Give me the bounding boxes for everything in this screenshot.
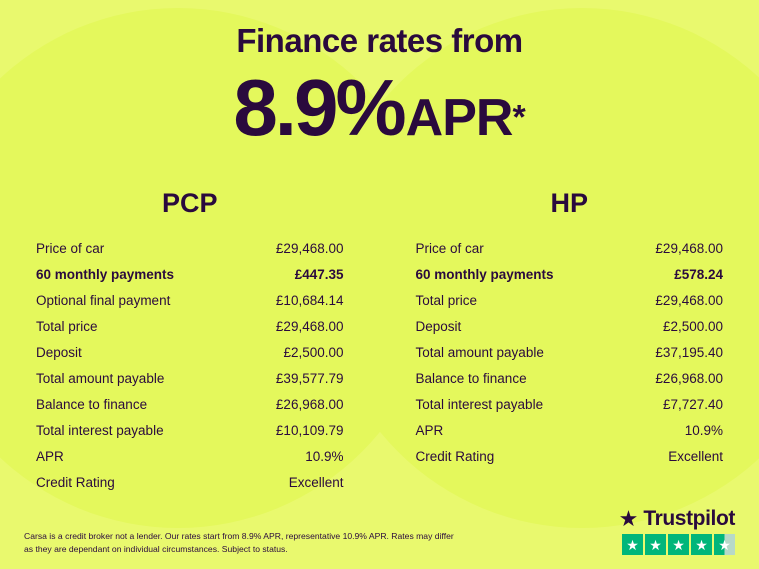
table-row xyxy=(36,235,344,261)
row-label: Total amount payable xyxy=(415,344,544,360)
finance-comparison-columns xyxy=(0,188,759,495)
star-icon: ★ xyxy=(645,534,666,555)
row-value: £37,195.40 xyxy=(655,344,723,360)
row-label: Balance to finance xyxy=(36,396,148,412)
table-row xyxy=(416,313,724,339)
row-value: £26,968.00 xyxy=(275,396,344,412)
table-row xyxy=(36,313,344,339)
table-row xyxy=(416,391,724,417)
finance-column-pcp xyxy=(0,188,380,495)
trustpilot-stars xyxy=(619,534,735,555)
row-value: £39,577.79 xyxy=(275,370,344,386)
table-row xyxy=(36,469,344,495)
headline-rate xyxy=(0,62,759,154)
row-value: 10.9% xyxy=(305,448,344,464)
table-row xyxy=(36,443,344,469)
star-icon: ★ xyxy=(668,534,689,555)
row-label: Total price xyxy=(415,292,478,308)
trustpilot-rating xyxy=(619,507,735,555)
row-value: £2,500.00 xyxy=(662,318,723,334)
rate-number: 8.9% xyxy=(233,63,404,152)
table-row xyxy=(416,235,724,261)
row-value: Excellent xyxy=(288,474,344,490)
table-row xyxy=(416,261,724,287)
trustpilot-label: Trustpilot xyxy=(643,507,735,530)
table-row xyxy=(36,339,344,365)
column-title-hp: HP xyxy=(550,188,588,218)
row-label: APR xyxy=(415,422,444,438)
page-title: Finance rates from xyxy=(236,22,523,59)
star-icon: ★ xyxy=(622,534,643,555)
row-label: Credit Rating xyxy=(36,474,115,490)
row-value: £2,500.00 xyxy=(283,344,344,360)
table-row xyxy=(36,261,344,287)
rate-suffix: APR xyxy=(405,89,513,147)
table-row xyxy=(36,417,344,443)
row-value: £578.24 xyxy=(674,266,723,282)
row-label: Total interest payable xyxy=(36,422,164,438)
row-value: £29,468.00 xyxy=(655,240,723,256)
rate-asterisk: * xyxy=(512,98,526,137)
row-label: 60 monthly payments xyxy=(36,266,175,282)
row-label: APR xyxy=(36,448,64,464)
row-value: £29,468.00 xyxy=(655,292,723,308)
table-row xyxy=(416,287,724,313)
table-row xyxy=(416,417,724,443)
row-label: Deposit xyxy=(36,344,82,360)
star-icon: ★ xyxy=(691,534,712,555)
row-value: £29,468.00 xyxy=(275,240,344,256)
star-half-icon: ★ xyxy=(714,534,735,555)
table-row xyxy=(416,339,724,365)
star-icon: ★ xyxy=(618,506,639,531)
row-value: Excellent xyxy=(668,448,723,464)
row-value: £7,727.40 xyxy=(662,396,723,412)
row-value: £10,109.79 xyxy=(275,422,344,438)
row-label: Price of car xyxy=(36,240,105,256)
row-label: Total price xyxy=(36,318,98,334)
row-value: £447.35 xyxy=(294,266,344,282)
table-row xyxy=(416,365,724,391)
table-row xyxy=(416,443,724,469)
row-value: £26,968.00 xyxy=(655,370,723,386)
disclaimer-text: Carsa is a credit broker not a lender. Our rates start from 8.9% APR, representative 10.9% APR. Rates may differ as they are dependant on individual circumstances. Subject to status. xyxy=(24,531,454,554)
row-label: Total interest payable xyxy=(415,396,544,412)
row-label: Total amount payable xyxy=(36,370,165,386)
row-value: £29,468.00 xyxy=(275,318,344,334)
table-row xyxy=(36,365,344,391)
finance-column-hp xyxy=(380,188,759,495)
row-label: Deposit xyxy=(415,318,462,334)
trustpilot-logo xyxy=(619,507,735,531)
row-value: £10,684.14 xyxy=(275,292,344,308)
row-label: 60 monthly payments xyxy=(415,266,554,282)
column-title-pcp: PCP xyxy=(161,188,218,218)
table-row xyxy=(36,391,344,417)
footer xyxy=(0,507,759,569)
row-label: Price of car xyxy=(415,240,484,256)
row-label: Optional final payment xyxy=(36,292,171,308)
table-row xyxy=(36,287,344,313)
row-label: Balance to finance xyxy=(415,370,527,386)
row-label: Credit Rating xyxy=(415,448,495,464)
row-value: 10.9% xyxy=(684,422,723,438)
